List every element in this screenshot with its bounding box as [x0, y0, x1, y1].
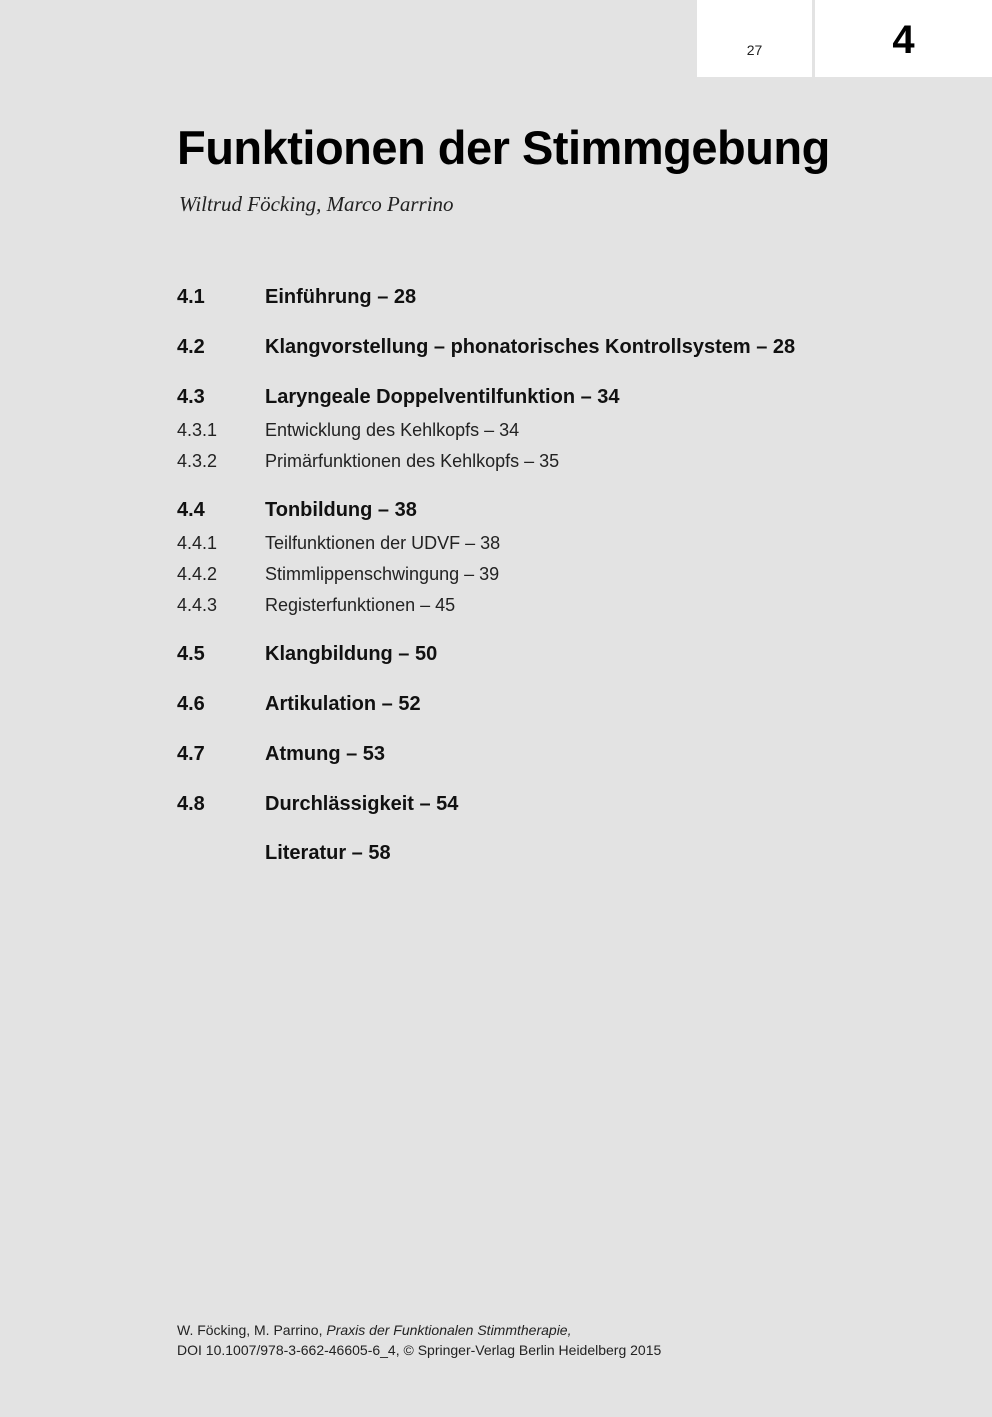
toc-number: 4.1 [177, 286, 205, 308]
toc-number: 4.4.1 [177, 533, 218, 553]
chapter-title: Funktionen der Stimmgebung [177, 121, 830, 174]
toc-label: Entwicklung des Kehlkopfs – 34 [265, 420, 520, 440]
citation-authors: W. Föcking, M. Parrino, [177, 1322, 327, 1338]
toc-number: 4.3 [177, 386, 205, 408]
toc-label: Klangbildung – 50 [265, 643, 438, 665]
toc-label: Einführung – 28 [265, 286, 417, 308]
toc-label: Stimmlippenschwingung – 39 [265, 564, 500, 584]
toc-label: Literatur – 58 [265, 842, 391, 864]
toc-label: Tonbildung – 38 [265, 499, 417, 521]
toc-label: Teilfunktionen der UDVF – 38 [265, 533, 501, 553]
page-number-box [697, 0, 812, 77]
toc-label: Registerfunktionen – 45 [265, 595, 456, 615]
toc-label: Laryngeale Doppelventilfunktion – 34 [265, 386, 620, 408]
toc-number: 4.7 [177, 743, 205, 765]
toc-number: 4.4.2 [177, 564, 218, 584]
citation-book-title: Praxis der Funktionalen Stimmtherapie, [326, 1322, 572, 1338]
citation-footer [177, 1320, 661, 1360]
toc-number: 4.5 [177, 643, 205, 665]
toc-label: Artikulation – 52 [265, 693, 421, 715]
toc-number: 4.6 [177, 693, 205, 715]
chapter-authors: Wiltrud Föcking, Marco Parrino [179, 192, 454, 216]
chapter-number: 4 [892, 18, 915, 62]
toc-label: Primärfunktionen des Kehlkopfs – 35 [265, 451, 560, 471]
toc-number: 4.3.2 [177, 451, 218, 471]
toc-label: Durchlässigkeit – 54 [265, 793, 459, 815]
toc-label: Klangvorstellung – phonatorisches Kontrollsystem – 28 [265, 336, 796, 358]
toc-label: Atmung – 53 [265, 743, 386, 765]
chapter-number-box [815, 0, 992, 77]
citation-line-1 [177, 1320, 661, 1340]
toc-number: 4.3.1 [177, 420, 218, 440]
toc-number: 4.8 [177, 793, 205, 815]
toc-number: 4.2 [177, 336, 205, 358]
toc-number: 4.4 [177, 499, 205, 521]
page-number: 27 [746, 42, 763, 58]
toc-number: 4.4.3 [177, 595, 218, 615]
citation-line-2: DOI 10.1007/978-3-662-46605-6_4, © Springer-Verlag Berlin Heidelberg 2015 [177, 1342, 662, 1358]
